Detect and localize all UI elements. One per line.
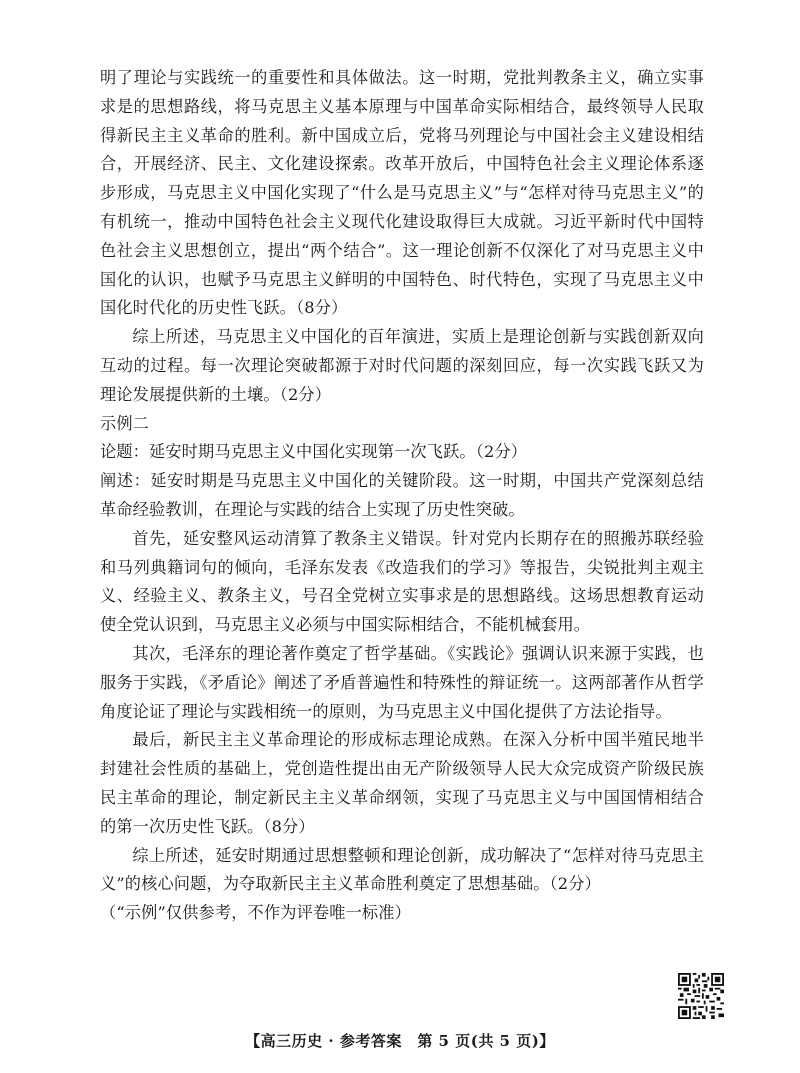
paragraph-second-point: 其次，毛泽东的理论著作奠定了哲学基础。《实践论》强调认识来源于实践，也服务于实践，《矛盾论》阐述了矛盾普遍性和特殊性的辩证统一。这两部著作从哲学角度论证了理论与实践相统一的原则，为马克思主义中国化提供了方法论指导。 — [100, 643, 704, 721]
paragraph-first-point: 首先，延安整风运动清算了教条主义错误。针对党内长期存在的照搬苏联经验和马列典籍词句的倾向，毛泽东发表《改造我们的学习》等报告，尖锐批判主观主义、经验主义、教条主义，号召全党树立实事求是的思想路线。这场思想教育运动使全党认识到，马克思主义必须与中国实际相结合，不能机械套用。 — [100, 528, 704, 635]
qr-code-icon — [678, 973, 724, 1019]
paragraph-summary-two: 综上所述，延安时期通过思想整顿和理论创新，成功解决了“怎样对待马克思主义”的核心问题，为夺取新民主主义革命胜利奠定了思想基础。（2分） — [100, 845, 704, 894]
thesis-line: 论题：延安时期马克思主义中国化实现第一次飞跃。（2分） — [100, 442, 528, 462]
example-two-heading: 示例二 — [100, 413, 150, 433]
paragraph-intro-continued: 明了理论与实践统一的重要性和具体做法。这一时期，党批判教条主义，确立实事求是的思想路线，将马克思主义基本原理与中国革命实际相结合，最终领导人民取得新民主主义革命的胜利。新中国成立后，党将马列理论与中国社会主义建设相结合，开展经济、民主、文化建设探索。改革开放后，中国特色社会主义理论体系逐步形成，马克思主义中国化实现了“什么是马克思主义”与“怎样对待马克思主义”的有机统一，推动中国特色社会主义现代化建设取得巨大成就。习近平新时代中国特色社会主义思想创立，提出“两个结合”。这一理论创新不仅深化了对马克思主义中国化的认识，也赋予马克思主义鲜明的中国特色、时代特色，实现了马克思主义中国化时代化的历史性飞跃。（8分） — [100, 68, 704, 318]
paragraph-third-point: 最后，新民主主义革命理论的形成标志理论成熟。在深入分析中国半殖民地半封建社会性质的基础上，党创造性提出由无产阶级领导人民大众完成资产阶级民族民主革命的理论，制定新民主主义革命纲领，实现了马克思主义与中国国情相结合的第一次历史性飞跃。（8分） — [100, 730, 704, 836]
page-footer: 【高三历史 · 参考答案 第 5 页(共 5 页)】 — [245, 1032, 555, 1050]
answer-page-body — [100, 64, 704, 928]
reference-note: （“示例”仅供参考，不作为评卷唯一标准） — [100, 903, 411, 923]
paragraph-summary-one: 综上所述，马克思主义中国化的百年演进，实质上是理论创新与实践创新双向互动的过程。每一次理论突破都源于对时代问题的深刻回应，每一次实践飞跃又为理论发展提供新的土壤。（2分） — [100, 327, 704, 404]
elaboration-line: 阐述：延安时期是马克思主义中国化的关键阶段。这一时期，中国共产党深刻总结革命经验教训，在理论与实践的结合上实现了历史性突破。 — [100, 471, 704, 519]
